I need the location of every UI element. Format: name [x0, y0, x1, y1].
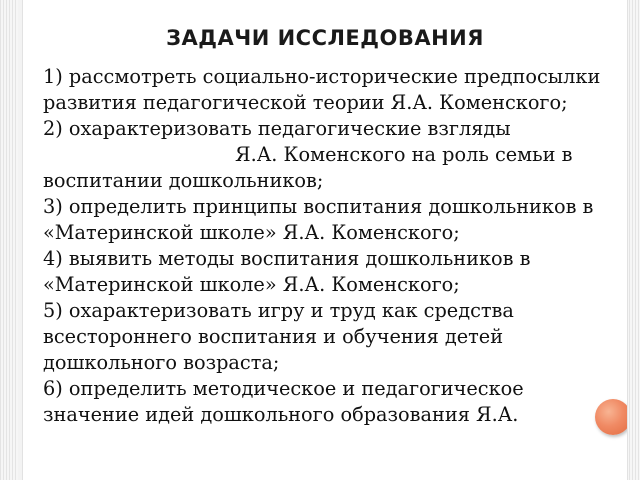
task-item-2-line-1: 2) охарактеризовать педагогические взгляды	[43, 117, 511, 140]
task-item-4: 4) выявить методы воспитания дошкольников в «Материнской школе» Я.А. Коменского;	[43, 247, 531, 296]
left-border-pattern	[0, 0, 18, 480]
task-item-2-line-2: Я.А. Коменского на роль семьи в воспитании дошкольников;	[43, 143, 573, 192]
orange-circle-icon	[595, 399, 628, 435]
task-item-6: 6) определить методическое и педагогическое значение идей дошкольного образования Я.А.	[43, 377, 524, 426]
task-item-1: 1) рассмотреть социально-исторические предпосылки развития педагогической теории Я.А. Коменского;	[43, 65, 601, 114]
task-item-5: 5) охарактеризовать игру и труд как средства всестороннего воспитания и обучения детей дошкольного возраста;	[43, 299, 514, 374]
slide	[22, 0, 628, 480]
task-item-2	[43, 116, 621, 194]
slide-title: ЗАДАЧИ ИССЛЕДОВАНИЯ	[166, 26, 484, 50]
right-border-pattern	[626, 0, 640, 480]
task-item-3: 3) определить принципы воспитания дошкольников в «Материнской школе» Я.А. Коменского;	[43, 195, 594, 244]
task-list	[43, 64, 621, 428]
